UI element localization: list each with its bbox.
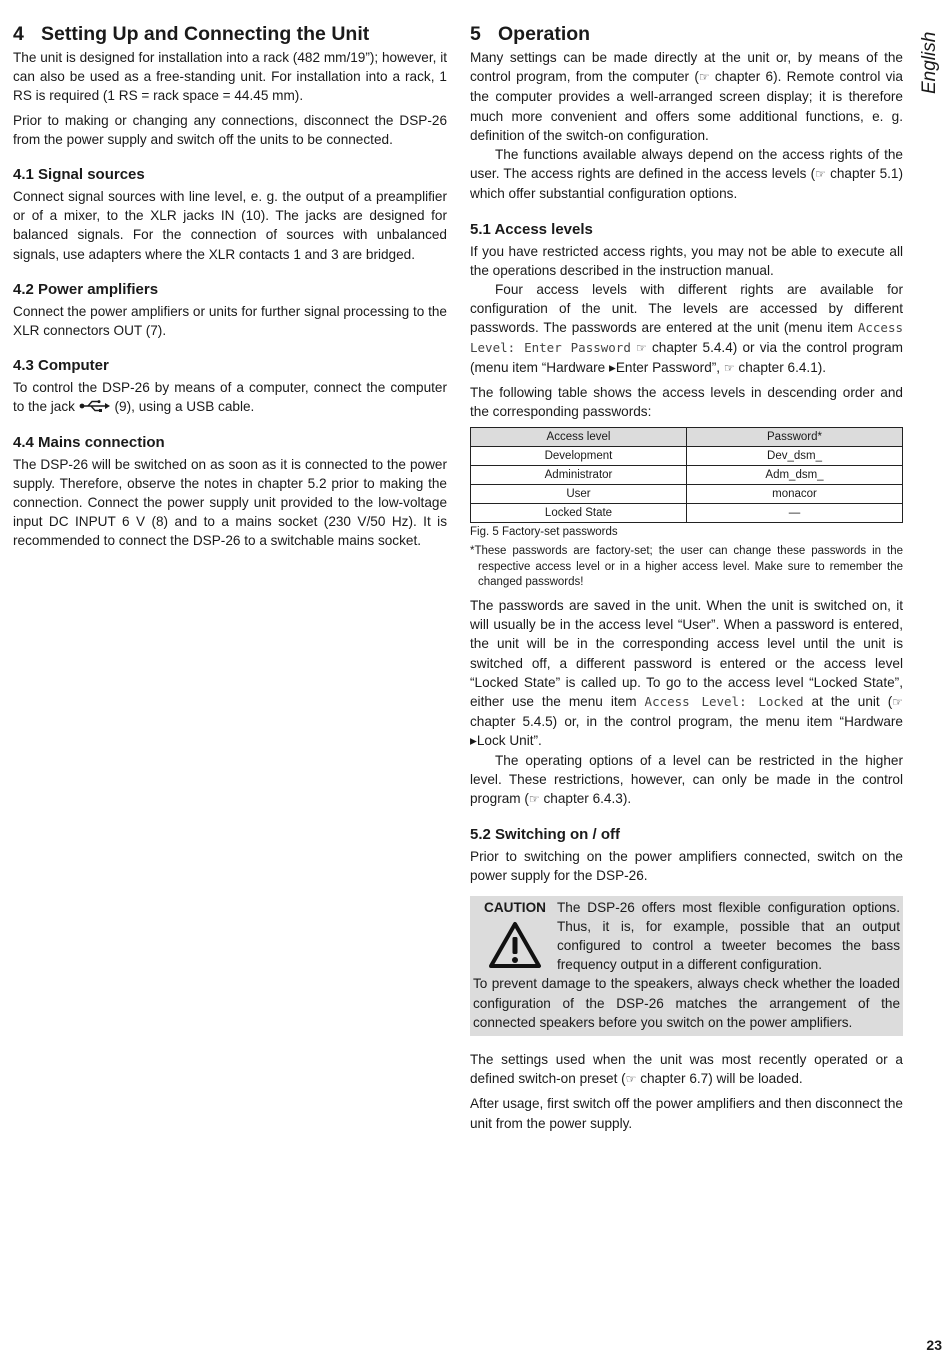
table-cell: Dev_dsm_ [687,447,903,466]
section-5-2-para-2: The settings used when the unit was most recently operated or a defined switch-on preset (☞ chapter 6.7) will be loaded. [470,1052,903,1087]
section-4-4-heading: 4.4 Mains connection [13,433,165,451]
section-4-3-text: To control the DSP-26 by means of a computer, connect the computer to the jack (9), using a USB cable. [13,380,447,415]
section-5-1-para-4: The passwords are saved in the unit. When the unit is switched on, it will usually be in the access level “User”. When a password is entered, the unit will be in the corresponding access level until the unit is switched off, a different password is entered or the access level “Locked State” is called up. To go to the access level “Locked State”, either use the menu item Access Level: Locked at the unit (☞ chapter 5.4.5) or, in the control program, the menu item “Hardware ▸Lock Unit”. [470,597,904,749]
section-5-para-2: The functions available always depend on the access rights of the user. The access rights are defined in the access levels (☞ chapter 5.1) which offer substantial configuration options. [470,147,903,202]
section-5-1-para-5: The operating options of a level can be restricted in the higher level. These restrictions, however, can only be made in the control program (☞ chapter 6.4.3). [470,752,903,806]
section-4-3 [13,356,447,416]
section-4-1 [13,165,447,264]
pointing-hand-icon: ☞ [636,340,647,355]
table-row [471,485,903,504]
pointing-hand-icon: ☞ [815,167,826,182]
figure-caption: Fig. 5 Factory-set passwords [470,526,618,539]
table-footnote: *These passwords are factory-set; the user can change these passwords in the respective access level or in a higher access level. Make sure to remember the changed passwords! [470,545,903,589]
caution-label: CAUTION [484,899,546,915]
table-row [471,447,903,466]
pointing-hand-icon: ☞ [698,70,710,85]
pointing-hand-icon: ☞ [528,791,540,806]
section-4-warning: Prior to making or changing any connections, disconnect the DSP-26 from the power supply and switch off the units to be connected. [13,112,447,147]
table-cell: Development [471,447,687,466]
section-5-2-heading: 5.2 Switching on / off [470,826,620,844]
language-label: English [919,31,940,94]
table-header-cell: Password* [687,428,903,447]
right-column [470,22,903,1133]
section-4-4 [13,433,447,551]
caution-box [470,896,903,1036]
section-5-1-para-1: If you have restricted access rights, you may not be able to execute all the operations described in the instruction manual. [470,243,903,278]
table-cell: Locked State [471,504,687,523]
section-4-1-text: Connect signal sources with line level, e. g. the output of a preamplifier or of a mixer, to the XLR jacks IN (10). The jacks are designed for balanced signals. For the connection of sources with unbalanced signals, use adapters where the XLR contacts 1 and 3 are bridged. [13,189,447,262]
section-4-2 [13,280,447,340]
warning-triangle-icon [488,921,542,969]
caution-text-2: To prevent damage to the speakers, always check whether the loaded configuration of the DSP-26 matches the arrangement of the connected speakers before you switch on the power amplifiers. [473,976,900,1030]
section-4-heading: 4 Setting Up and Connecting the Unit [13,23,370,45]
caution-text: The DSP-26 offers most flexible configuration options. Thus, it is, for example, possible that an output configured to control a tweeter becomes the bass frequency output in a different configuration. [557,899,900,973]
password-table [470,427,903,523]
section-4-3-heading: 4.3 Computer [13,357,109,375]
usb-icon [79,399,111,414]
pointing-hand-icon: ☞ [625,1072,637,1087]
menu-item-locked: Access Level: Locked [644,693,804,709]
page-number: 23 [926,1337,942,1353]
pointing-hand-icon: ☞ [723,360,735,375]
pointing-hand-icon: ☞ [892,694,904,709]
menu-item-enter-password: Access Level: Enter Password [470,320,903,355]
section-5-1 [470,220,903,810]
section-5-2-para-3: After usage, first switch off the power amplifiers and then disconnect the unit from the power supply. [470,1096,903,1131]
section-5-1-heading: 5.1 Access levels [470,220,593,238]
table-row [471,504,903,523]
table-cell: Adm_dsm_ [687,466,903,485]
section-4-2-heading: 4.2 Power amplifiers [13,280,159,298]
table-cell: User [471,485,687,504]
section-5-heading: 5 Operation [470,23,591,45]
left-column [13,22,447,551]
section-4-intro: The unit is designed for installation into a rack (482 mm/19”); however, it can also be used as a free-standing unit. For installation into a rack, 1 RS is required (1 RS = rack space = 44.45 mm). [13,50,447,104]
section-5-1-para-2: Four access levels with different rights are available for configuration of the unit. The levels are accessed by different passwords. The passwords are entered at the unit (menu item Access Level: Enter Password ☞ chapter 5.4.4) or via the control program (menu item “Hardware ▸Enter Password”, ☞ chapter 6.4.1). [470,282,903,375]
section-5-2 [470,825,903,1133]
table-cell: Administrator [471,466,687,485]
table-row [471,466,903,485]
section-4-4-text: The DSP-26 will be switched on as soon as it is connected to the power supply. Therefore, observe the notes in chapter 5.2 prior to making the connection. Connect the power supply unit provided to the low-voltage input DC INPUT 6 V (8) and to a mains socket (230 V/50 Hz). It is recommended to connect the DSP-26 to a switchable mains socket. [13,456,447,549]
section-4-2-text: Connect the power amplifiers or units for further signal processing to the XLR connectors OUT (7). [13,303,447,339]
language-tab [920,30,944,100]
table-cell: monacor [687,485,903,504]
section-5-1-para-3: The following table shows the access levels in descending order and the corresponding passwords: [470,385,903,420]
table-cell: — [687,504,903,523]
section-5-para-1: Many settings can be made directly at the unit or, by means of the control program, from the computer (☞ chapter 6). Remote control via the computer provides a well-arranged screen display; it is therefore much more convenient and offers some additional functions, e. g. definition of the switch-on configuration. [470,50,903,143]
section-4-1-heading: 4.1 Signal sources [13,166,145,184]
table-header-row [471,428,903,447]
section-5-2-para-1: Prior to switching on the power amplifiers connected, switch on the power supply for the DSP-26. [470,849,903,884]
table-header-cell: Access level [471,428,687,447]
